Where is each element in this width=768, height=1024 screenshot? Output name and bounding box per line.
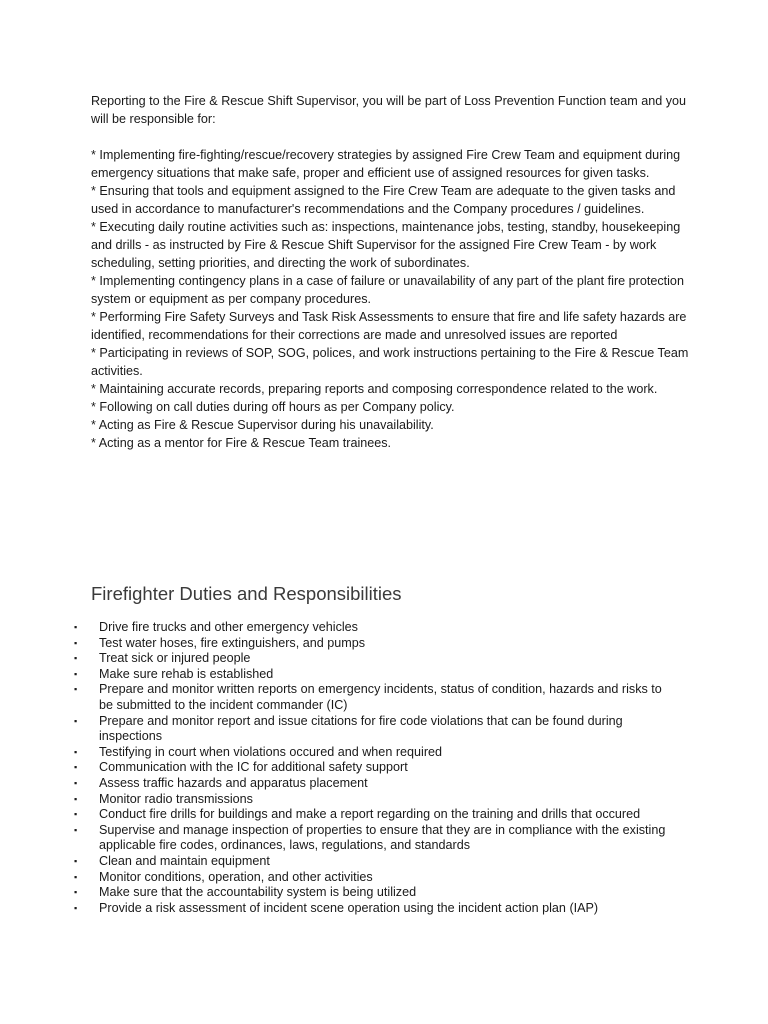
bullet-icon: ▪ <box>74 777 78 788</box>
section-heading: Firefighter Duties and Responsibilities <box>91 583 402 604</box>
bullet-icon: ▪ <box>74 762 78 773</box>
list-item <box>74 667 674 683</box>
list-item <box>74 870 674 886</box>
list-item <box>74 854 674 870</box>
intro-item: * Executing daily routine activities such as: inspections, maintenance jobs, testing, standby, housekeeping and drills - as instructed by Fire & Rescue Shift Supervisor for the assigned Fire Crew Team - by work scheduling, setting priorities, and directing the work of subordinates. <box>91 220 681 270</box>
intro-item: * Implementing contingency plans in a case of failure or unavailability of any part of the plant fire protection system or equipment as per company procedures. <box>91 274 684 306</box>
list-item-text: Conduct fire drills for buildings and make a report regarding on the training and drills that occured <box>99 807 641 822</box>
bullet-icon: ▪ <box>74 855 78 866</box>
bullet-icon: ▪ <box>74 902 78 913</box>
list-item-text: Test water hoses, fire extinguishers, and pumps <box>99 635 365 650</box>
intro-item: * Acting as a mentor for Fire & Rescue Team trainees. <box>91 436 392 450</box>
list-item <box>74 714 674 745</box>
duties-list <box>74 620 674 916</box>
list-item <box>74 807 674 823</box>
bullet-icon: ▪ <box>74 637 78 648</box>
list-item-text: Communication with the IC for additional safety support <box>99 760 408 775</box>
list-item-text: Clean and maintain equipment <box>99 853 270 868</box>
intro-lead: Reporting to the Fire & Rescue Shift Supervisor, you will be part of Loss Prevention Function team and you will be responsible for: <box>91 94 687 126</box>
bullet-icon: ▪ <box>74 824 78 835</box>
list-item-text: Prepare and monitor written reports on emergency incidents, status of condition, hazards and risks to be submitted to the incident commander (IC) <box>99 682 662 712</box>
bullet-icon: ▪ <box>74 871 78 882</box>
intro-block <box>91 92 691 452</box>
list-item <box>74 760 674 776</box>
intro-item: * Participating in reviews of SOP, SOG, polices, and work instructions pertaining to the Fire & Rescue Team activities. <box>91 346 689 378</box>
list-item-text: Monitor radio transmissions <box>99 791 253 806</box>
list-item-text: Monitor conditions, operation, and other activities <box>99 869 373 884</box>
list-item-text: Drive fire trucks and other emergency vehicles <box>99 620 358 634</box>
list-item-text: Make sure that the accountability system is being utilized <box>99 885 417 900</box>
list-item-text: Treat sick or injured people <box>99 651 251 666</box>
list-item <box>74 792 674 808</box>
list-item <box>74 620 674 636</box>
list-item <box>74 885 674 901</box>
list-item-text: Make sure rehab is established <box>99 666 274 681</box>
list-item <box>74 636 674 652</box>
bullet-icon: ▪ <box>74 793 78 804</box>
intro-item: * Maintaining accurate records, preparing reports and composing correspondence related to the work. <box>91 382 658 396</box>
bullet-icon: ▪ <box>74 809 78 820</box>
intro-item: * Implementing fire-fighting/rescue/recovery strategies by assigned Fire Crew Team and equipment during emergency situations that make safe, proper and efficient use of assigned resources for given tasks. <box>91 148 681 180</box>
intro-item: * Ensuring that tools and equipment assigned to the Fire Crew Team are adequate to the given tasks and used in accordance to manufacturer's recommendations and the Company procedures / guidelines. <box>91 184 676 216</box>
list-item-text: Testifying in court when violations occured and when required <box>99 744 443 759</box>
bullet-icon: ▪ <box>74 668 78 679</box>
intro-item: * Performing Fire Safety Surveys and Task Risk Assessments to ensure that fire and life safety hazards are identified, recommendations for their corrections are made and unresolved issues are reported <box>91 310 687 342</box>
bullet-icon: ▪ <box>74 653 78 664</box>
list-item <box>74 682 674 713</box>
bullet-icon: ▪ <box>74 887 78 898</box>
bullet-icon: ▪ <box>74 684 78 695</box>
bullet-icon: ▪ <box>74 715 78 726</box>
list-item <box>74 745 674 761</box>
bullet-icon: ▪ <box>74 746 78 757</box>
bullet-icon: ▪ <box>74 622 78 632</box>
list-item-text: Provide a risk assessment of incident scene operation using the incident action plan (IAP) <box>99 900 599 915</box>
list-item <box>74 823 674 854</box>
list-item-text: Supervise and manage inspection of properties to ensure that they are in compliance with the existing applicable fire codes, ordinances, laws, regulations, and standards <box>99 822 666 853</box>
list-item <box>74 651 674 667</box>
list-item-text: Prepare and monitor report and issue citations for fire code violations that can be found during inspections <box>99 713 623 744</box>
list-item <box>74 776 674 792</box>
list-item <box>74 901 674 917</box>
intro-item: * Following on call duties during off hours as per Company policy. <box>91 400 455 414</box>
list-item-text: Assess traffic hazards and apparatus placement <box>99 775 368 790</box>
intro-item: * Acting as Fire & Rescue Supervisor during his unavailability. <box>91 418 434 432</box>
